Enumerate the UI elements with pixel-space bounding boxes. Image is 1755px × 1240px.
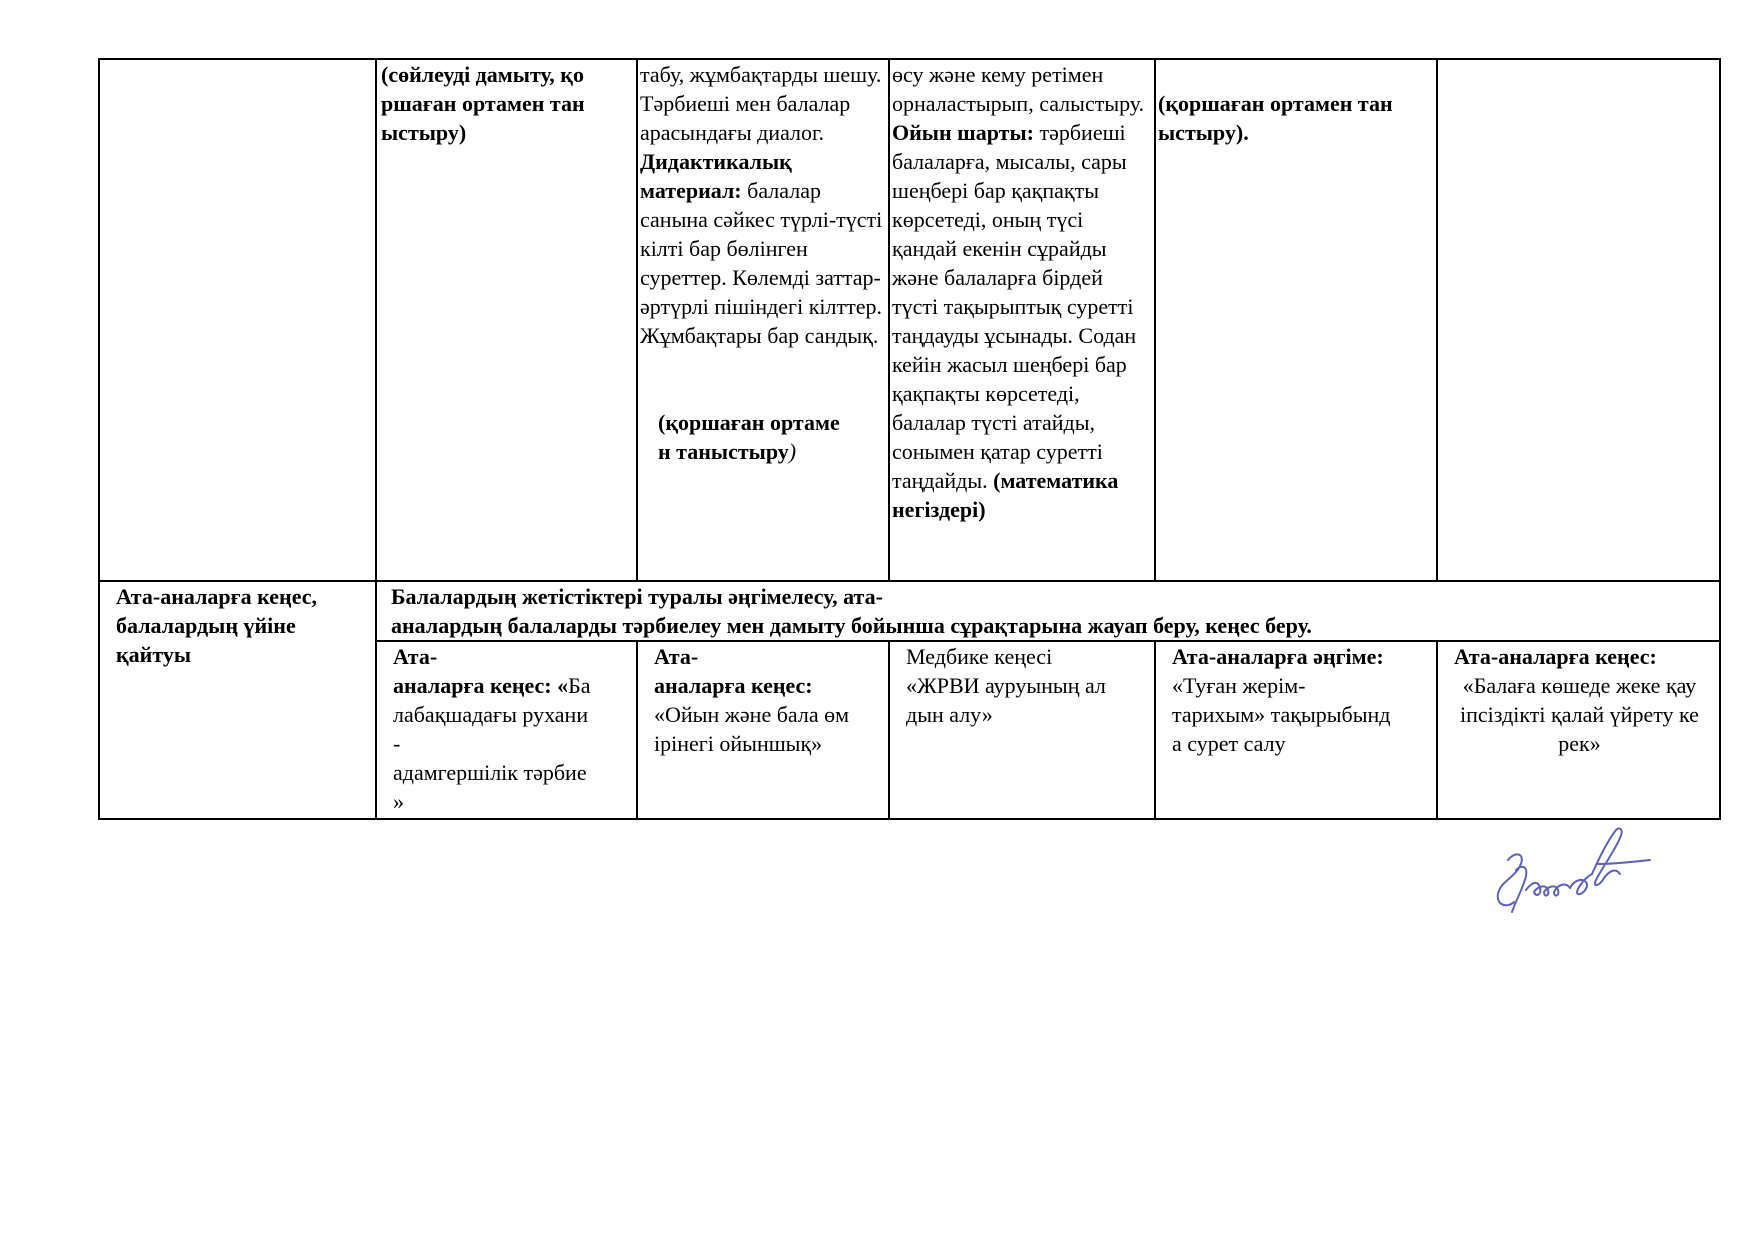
summary-text: Балалардың жетістіктері туралы әңгімелесу, ата- аналардың балаларды тәрбиелеу мен дамыту бойынша сұрақтарына жауап беру, кеңес беру. bbox=[391, 584, 1312, 638]
material-label: Дидактикалық материал: bbox=[640, 149, 792, 203]
advice-cell-3 bbox=[637, 641, 889, 819]
handwritten-signature-icon bbox=[1486, 820, 1656, 935]
activity-area-label: (қоршаған ортаме н таныстыру bbox=[658, 410, 840, 464]
advice-text: Медбике кеңесі «ЖРВИ ауруының ал дын алу» bbox=[906, 644, 1106, 727]
row-label bbox=[99, 581, 376, 819]
game-rule-text: тәрбиеші балаларға, мысалы, сары шеңбері бар қақпақты көрсетеді, оның түсі қандай екенін сұрайды және балаларға бірдей түсті тақырыптық суретті таңдауды ұсынады. Содан кейін жасыл шеңбері бар қақпақты көрсетеді, балалар түсті атайды, сонымен қатар суретті таңдайды. bbox=[892, 120, 1137, 493]
activity-description: табу, жұмбақтарды шешу. Тәрбиеші мен балалар арасындағы диалог. bbox=[640, 62, 882, 145]
summary-cell bbox=[376, 581, 1720, 641]
plan-table bbox=[98, 58, 1721, 820]
advice-text: «Балаға көшеде жеке қау іпсіздікті қалай үйрету ке рек» bbox=[1460, 673, 1699, 756]
game-rule-label: Ойын шарты: bbox=[892, 120, 1034, 145]
advice-title: Ата- аналарға кеңес: « bbox=[393, 644, 569, 698]
advice-text: Ба лабақшадағы рухани - адамгершілік тәрбие » bbox=[393, 673, 591, 814]
activity-area-label: (сөйлеуді дамыту, қо ршаған ортамен тан ыстыру) bbox=[381, 62, 585, 145]
advice-title: Ата-аналарға кеңес: bbox=[1454, 644, 1657, 669]
advice-title: Ата-аналарға әңгіме: bbox=[1172, 644, 1384, 669]
closing-paren: ) bbox=[788, 439, 797, 464]
activity-area-label: (қоршаған ортамен тан ыстыру). bbox=[1158, 91, 1393, 145]
activity-cell-2 bbox=[376, 59, 637, 581]
activity-cell-6 bbox=[1437, 59, 1720, 581]
activity-row bbox=[99, 59, 1720, 581]
activity-description: өсу және кему ретімен орналастырып, салыстыру. bbox=[892, 62, 1145, 116]
activity-cell-5 bbox=[1155, 59, 1437, 581]
activity-cell-3 bbox=[637, 59, 889, 581]
advice-cell-5 bbox=[1155, 641, 1437, 819]
activity-cell-4 bbox=[889, 59, 1155, 581]
advice-cell-2 bbox=[376, 641, 637, 819]
signature-image bbox=[1486, 820, 1656, 930]
advice-text: «Ойын және бала өм ірінегі ойыншық» bbox=[654, 702, 850, 756]
advice-title: Ата- аналарға кеңес: bbox=[654, 644, 813, 698]
activity-area-label: (математика негіздері) bbox=[892, 468, 1119, 522]
advice-cell-6 bbox=[1437, 641, 1720, 819]
parents-summary-row bbox=[99, 581, 1720, 641]
row-label-text: Ата-аналарға кеңес, балалардың үйіне қайтуы bbox=[116, 584, 317, 667]
advice-cell-4 bbox=[889, 641, 1155, 819]
row-label-empty bbox=[99, 59, 376, 581]
advice-text: «Туған жерім- тарихым» тақырыбынд а сурет салу bbox=[1172, 673, 1391, 756]
material-text: балалар санына сәйкес түрлі-түсті кілті бар бөлінген суреттер. Көлемді заттар-әртүрлі пішіндегі кілттер. Жұмбақтары бар сандық. bbox=[640, 178, 883, 348]
